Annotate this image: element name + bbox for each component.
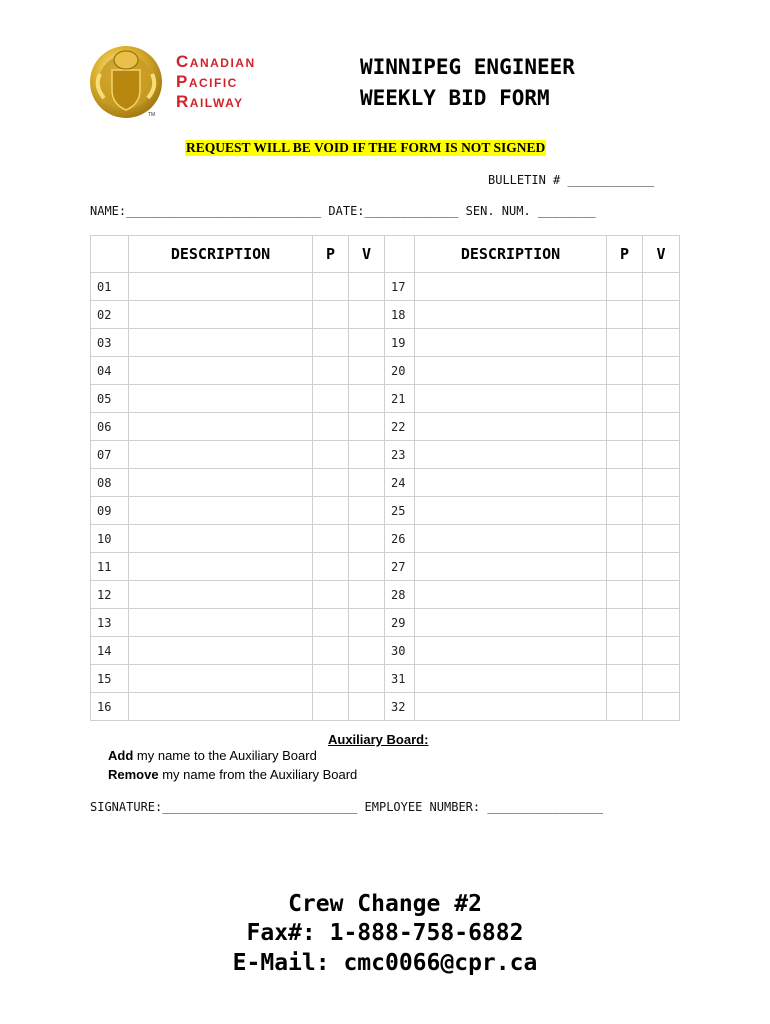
logo-line-3: Railway [176, 92, 244, 111]
v-cell-right[interactable] [643, 385, 680, 413]
description-cell-right[interactable] [415, 441, 607, 469]
p-cell-right[interactable] [607, 413, 643, 441]
header-description-left: DESCRIPTION [129, 236, 313, 273]
v-cell-left[interactable] [349, 273, 385, 301]
p-cell-right[interactable] [607, 693, 643, 721]
row-number-right: 25 [385, 497, 415, 525]
table-row [91, 665, 680, 693]
row-number-right: 20 [385, 357, 415, 385]
description-cell-right[interactable] [415, 273, 607, 301]
p-cell-right[interactable] [607, 469, 643, 497]
row-number-left: 14 [91, 637, 129, 665]
p-cell-left[interactable] [313, 273, 349, 301]
row-number-right: 29 [385, 609, 415, 637]
p-cell-right[interactable] [607, 385, 643, 413]
row-number-left: 01 [91, 273, 129, 301]
bulletin-field[interactable]: BULLETIN # ____________ [488, 173, 655, 187]
v-cell-left[interactable] [349, 553, 385, 581]
p-cell-right[interactable] [607, 273, 643, 301]
description-cell-right[interactable] [415, 553, 607, 581]
header-num-left [91, 236, 129, 273]
row-number-right: 32 [385, 693, 415, 721]
row-number-left: 03 [91, 329, 129, 357]
p-cell-left[interactable] [313, 385, 349, 413]
header-num-right [385, 236, 415, 273]
description-cell-left[interactable] [129, 301, 313, 329]
v-cell-left[interactable] [349, 329, 385, 357]
v-cell-right[interactable] [643, 329, 680, 357]
v-cell-right[interactable] [643, 469, 680, 497]
description-cell-right[interactable] [415, 301, 607, 329]
table-row [91, 357, 680, 385]
v-cell-right[interactable] [643, 413, 680, 441]
row-number-left: 05 [91, 385, 129, 413]
row-number-left: 10 [91, 525, 129, 553]
v-cell-left[interactable] [349, 497, 385, 525]
v-cell-right[interactable] [643, 553, 680, 581]
email-address: E-Mail: cmc0066@cpr.ca [232, 950, 538, 976]
row-number-left: 16 [91, 693, 129, 721]
row-number-right: 31 [385, 665, 415, 693]
void-notice: REQUEST WILL BE VOID IF THE FORM IS NOT SIGNED [186, 140, 546, 155]
table-row [91, 441, 680, 469]
description-cell-right[interactable] [415, 385, 607, 413]
description-cell-left[interactable] [129, 357, 313, 385]
table-row [91, 385, 680, 413]
row-number-left: 07 [91, 441, 129, 469]
description-cell-left[interactable] [129, 665, 313, 693]
description-cell-right[interactable] [415, 693, 607, 721]
v-cell-left[interactable] [349, 693, 385, 721]
form-title: WINNIPEG ENGINEER WEEKLY BID FORM [360, 55, 575, 110]
p-cell-right[interactable] [607, 497, 643, 525]
p-cell-left[interactable] [313, 497, 349, 525]
table-row [91, 469, 680, 497]
v-cell-left[interactable] [349, 665, 385, 693]
description-cell-left[interactable] [129, 609, 313, 637]
p-cell-right[interactable] [607, 329, 643, 357]
v-cell-left[interactable] [349, 301, 385, 329]
logo-line-1: Canadian [176, 52, 256, 71]
v-cell-left[interactable] [349, 357, 385, 385]
fax-number: Fax#: 1-888-758-6882 [246, 920, 524, 946]
v-cell-right[interactable] [643, 665, 680, 693]
v-cell-right[interactable] [643, 441, 680, 469]
v-cell-left[interactable] [349, 385, 385, 413]
p-cell-left[interactable] [313, 693, 349, 721]
header-p-right: P [607, 236, 643, 273]
header-v-right: V [643, 236, 680, 273]
description-cell-right[interactable] [415, 469, 607, 497]
p-cell-left[interactable] [313, 469, 349, 497]
v-cell-right[interactable] [643, 301, 680, 329]
p-cell-right[interactable] [607, 301, 643, 329]
row-number-right: 22 [385, 413, 415, 441]
v-cell-right[interactable] [643, 637, 680, 665]
description-cell-left[interactable] [129, 385, 313, 413]
table-row [91, 637, 680, 665]
p-cell-right[interactable] [607, 609, 643, 637]
p-cell-right[interactable] [607, 665, 643, 693]
name-date-seniority-row[interactable]: NAME:___________________________ DATE:_____________ SEN. NUM. ________ [90, 204, 596, 218]
p-cell-right[interactable] [607, 581, 643, 609]
cpr-logo [86, 40, 306, 122]
p-cell-left[interactable] [313, 525, 349, 553]
description-cell-right[interactable] [415, 329, 607, 357]
table-row [91, 525, 680, 553]
bid-table [90, 235, 680, 721]
p-cell-left[interactable] [313, 581, 349, 609]
row-number-left: 13 [91, 609, 129, 637]
description-cell-right[interactable] [415, 357, 607, 385]
row-number-left: 15 [91, 665, 129, 693]
description-cell-left[interactable] [129, 413, 313, 441]
v-cell-left[interactable] [349, 609, 385, 637]
p-cell-left[interactable] [313, 553, 349, 581]
p-cell-left[interactable] [313, 609, 349, 637]
row-number-right: 23 [385, 441, 415, 469]
header-v-left: V [349, 236, 385, 273]
p-cell-right[interactable] [607, 525, 643, 553]
header-description-right: DESCRIPTION [415, 236, 607, 273]
table-row [91, 609, 680, 637]
row-number-left: 04 [91, 357, 129, 385]
row-number-right: 30 [385, 637, 415, 665]
p-cell-left[interactable] [313, 357, 349, 385]
row-number-right: 27 [385, 553, 415, 581]
row-number-left: 12 [91, 581, 129, 609]
header-p-left: P [313, 236, 349, 273]
row-number-right: 28 [385, 581, 415, 609]
description-cell-right[interactable] [415, 637, 607, 665]
v-cell-left[interactable] [349, 581, 385, 609]
v-cell-left[interactable] [349, 525, 385, 553]
aux-remove-bold: Remove [108, 767, 159, 782]
row-number-left: 02 [91, 301, 129, 329]
description-cell-right[interactable] [415, 413, 607, 441]
description-cell-left[interactable] [129, 329, 313, 357]
trademark-mark: TM [148, 112, 156, 118]
p-cell-left[interactable] [313, 637, 349, 665]
p-cell-left[interactable] [313, 441, 349, 469]
row-number-right: 17 [385, 273, 415, 301]
v-cell-right[interactable] [643, 693, 680, 721]
row-number-right: 21 [385, 385, 415, 413]
description-cell-right[interactable] [415, 665, 607, 693]
p-cell-left[interactable] [313, 413, 349, 441]
row-number-right: 24 [385, 469, 415, 497]
table-row [91, 581, 680, 609]
description-cell-left[interactable] [129, 693, 313, 721]
aux-add-bold: Add [108, 748, 134, 763]
v-cell-right[interactable] [643, 497, 680, 525]
table-row [91, 273, 680, 301]
v-cell-right[interactable] [643, 525, 680, 553]
p-cell-left[interactable] [313, 665, 349, 693]
table-row [91, 693, 680, 721]
description-cell-right[interactable] [415, 497, 607, 525]
p-cell-right[interactable] [607, 553, 643, 581]
description-cell-left[interactable] [129, 637, 313, 665]
signature-employee-row[interactable]: SIGNATURE:___________________________ EMPLOYEE NUMBER: ________________ [90, 800, 603, 814]
row-number-left: 06 [91, 413, 129, 441]
v-cell-left[interactable] [349, 441, 385, 469]
description-cell-left[interactable] [129, 553, 313, 581]
description-cell-left[interactable] [129, 441, 313, 469]
description-cell-left[interactable] [129, 525, 313, 553]
aux-remove-line[interactable] [108, 767, 357, 783]
v-cell-left[interactable] [349, 637, 385, 665]
v-cell-right[interactable] [643, 357, 680, 385]
v-cell-left[interactable] [349, 469, 385, 497]
description-cell-left[interactable] [129, 497, 313, 525]
v-cell-right[interactable] [643, 273, 680, 301]
description-cell-left[interactable] [129, 469, 313, 497]
p-cell-right[interactable] [607, 637, 643, 665]
table-row [91, 413, 680, 441]
description-cell-right[interactable] [415, 581, 607, 609]
logo-line-2: Pacific [176, 72, 238, 91]
table-row [91, 497, 680, 525]
table-row [91, 329, 680, 357]
description-cell-right[interactable] [415, 609, 607, 637]
auxiliary-board-title: Auxiliary Board: [328, 732, 429, 747]
table-header-row [91, 236, 680, 273]
p-cell-right[interactable] [607, 441, 643, 469]
row-number-right: 19 [385, 329, 415, 357]
row-number-left: 08 [91, 469, 129, 497]
aux-add-text: my name to the Auxiliary Board [133, 748, 317, 763]
row-number-left: 11 [91, 553, 129, 581]
v-cell-right[interactable] [643, 609, 680, 637]
crew-change-heading: Crew Change #2 [288, 891, 482, 917]
p-cell-right[interactable] [607, 357, 643, 385]
row-number-left: 09 [91, 497, 129, 525]
row-number-right: 18 [385, 301, 415, 329]
description-cell-left[interactable] [129, 273, 313, 301]
p-cell-left[interactable] [313, 329, 349, 357]
aux-remove-text: my name from the Auxiliary Board [158, 767, 358, 782]
description-cell-right[interactable] [415, 525, 607, 553]
table-row [91, 553, 680, 581]
v-cell-left[interactable] [349, 413, 385, 441]
beaver-shield-icon [86, 40, 166, 122]
aux-add-line[interactable] [108, 748, 317, 764]
p-cell-left[interactable] [313, 301, 349, 329]
v-cell-right[interactable] [643, 581, 680, 609]
description-cell-left[interactable] [129, 581, 313, 609]
table-row [91, 301, 680, 329]
row-number-right: 26 [385, 525, 415, 553]
